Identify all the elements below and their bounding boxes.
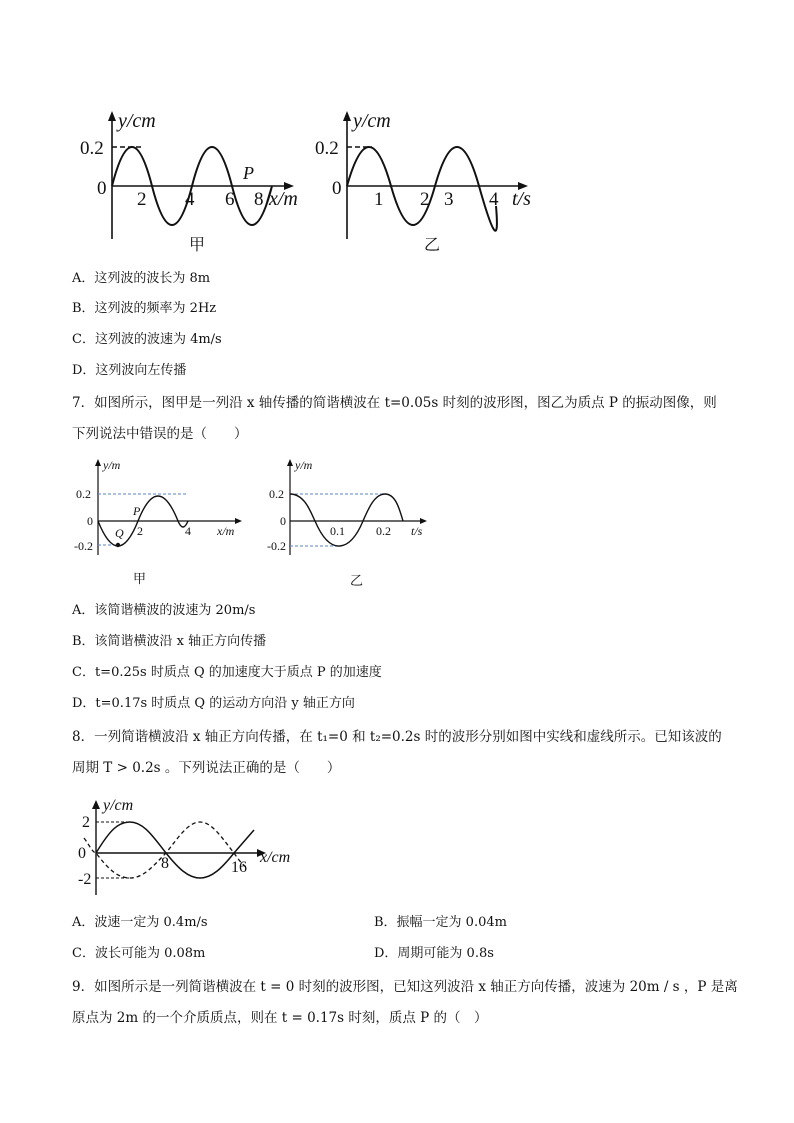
q7-option-d: D．t=0.17s 时质点 Q 的运动方向沿 y 轴正方向 <box>72 696 355 711</box>
q6-option-a: A．这列波的波长为 8m <box>72 271 211 286</box>
q7-jia-amp-neg: -0.2 <box>74 539 93 553</box>
q6-yi-tick-1: 1 <box>374 189 384 210</box>
q6-yi-amp: 0.2 <box>315 138 339 159</box>
q6-option-b: B．这列波的频率为 2Hz <box>72 301 217 316</box>
q7-jia-tick-2: 2 <box>137 524 143 538</box>
q6-jia-y-label: y/cm <box>118 110 156 132</box>
q7-option-b: B．该简谐横波沿 x 轴正方向传播 <box>72 634 267 649</box>
q7-yi-caption: 乙 <box>350 574 364 589</box>
q7-figure-jia <box>70 455 250 560</box>
q7-figure-yi <box>265 455 445 560</box>
q8-y-label: y/cm <box>103 797 134 814</box>
q7-jia-origin: 0 <box>87 514 93 528</box>
q6-yi-caption: 乙 <box>424 235 441 254</box>
q7-stem-line-2: 下列说法中错误的是（ ） <box>72 426 248 442</box>
q6-jia-amp: 0.2 <box>80 138 104 159</box>
q6-jia-tick-2: 2 <box>137 189 147 210</box>
q6-yi-tick-3: 3 <box>444 189 454 210</box>
q8-stem-line-1: 8．一列简谐横波沿 x 轴正方向传播，在 t₁=0 和 t₂=0.2s 时的波形分别如图中实线和虚线所示。已知该波的 <box>72 729 722 745</box>
q6-jia-tick-8: 8 <box>254 189 264 210</box>
q7-jia-point-q: Q <box>115 526 124 540</box>
q7-yi-tick-02: 0.2 <box>376 524 391 538</box>
q6-option-d: D．这列波向左传播 <box>72 363 187 378</box>
q7-yi-t-label: t/s <box>411 524 423 538</box>
q6-yi-t-label: t/s <box>512 188 531 210</box>
q6-yi-tick-2: 2 <box>420 189 430 210</box>
q6-yi-y-label: y/cm <box>353 110 391 132</box>
q7-yi-origin: 0 <box>280 514 286 528</box>
q6-jia-tick-6: 6 <box>225 189 235 210</box>
q6-jia-origin: 0 <box>97 178 107 199</box>
q7-jia-caption: 甲 <box>133 572 147 587</box>
q6-jia-tick-4: 4 <box>185 189 195 210</box>
q9-stem-line-2: 原点为 2m 的一个介质质点，则在 t = 0.17s 时刻，质点 P 的（ ） <box>72 1010 488 1026</box>
q7-jia-point-p: P <box>133 504 141 518</box>
q7-jia-y-label: y/m <box>103 458 121 472</box>
q7-stem-line-1: 7．如图所示，图甲是一列沿 x 轴传播的简谐横波在 t=0.05s 时刻的波形图，图乙为质点 P 的振动图像，则 <box>72 395 717 411</box>
q9-stem-line-1: 9．如图所示是一列简谐横波在 t = 0 时刻的波形图，已知这列波沿 x 轴正方向传播，波速为 20m / s ，P 是离 <box>72 979 738 995</box>
q6-jia-caption: 甲 <box>189 235 206 254</box>
q7-yi-tick-01: 0.1 <box>330 524 345 538</box>
q7-jia-amp-pos: 0.2 <box>76 487 91 501</box>
q7-jia-tick-4: 4 <box>185 524 191 538</box>
q7-yi-amp-neg: -0.2 <box>267 539 286 553</box>
q8-amp-pos: 2 <box>82 814 90 831</box>
q6-option-c: C．这列波的波速为 4m/s <box>72 332 222 347</box>
q7-option-c: C．t=0.25s 时质点 Q 的加速度大于质点 P 的加速度 <box>72 665 382 680</box>
q8-option-b: B．振幅一定为 0.04m <box>374 915 507 930</box>
q6-jia-point-p: P <box>243 163 254 183</box>
q8-option-a: A．波速一定为 0.4m/s <box>72 915 208 930</box>
q8-x-label: x/cm <box>260 849 291 866</box>
q8-tick-8: 8 <box>161 855 169 872</box>
q8-stem-line-2: 周期 T > 0.2s 。下列说法正确的是（ ） <box>72 760 341 776</box>
q8-origin: 0 <box>78 845 86 862</box>
q6-yi-tick-4: 4 <box>489 189 499 210</box>
q8-option-c: C．波长可能为 0.08m <box>72 946 206 961</box>
q8-amp-neg: -2 <box>78 871 92 888</box>
q8-tick-16: 16 <box>231 859 247 876</box>
q8-option-d: D．周期可能为 0.8s <box>374 946 494 961</box>
q6-yi-origin: 0 <box>332 178 342 199</box>
q7-yi-y-label: y/m <box>295 458 313 472</box>
q7-option-a: A．该简谐横波的波速为 20m/s <box>72 603 256 618</box>
q8-figure <box>70 790 310 900</box>
q7-yi-amp-pos: 0.2 <box>269 487 284 501</box>
q6-jia-x-label: x/m <box>269 188 298 210</box>
q7-jia-x-label: x/m <box>217 524 235 538</box>
